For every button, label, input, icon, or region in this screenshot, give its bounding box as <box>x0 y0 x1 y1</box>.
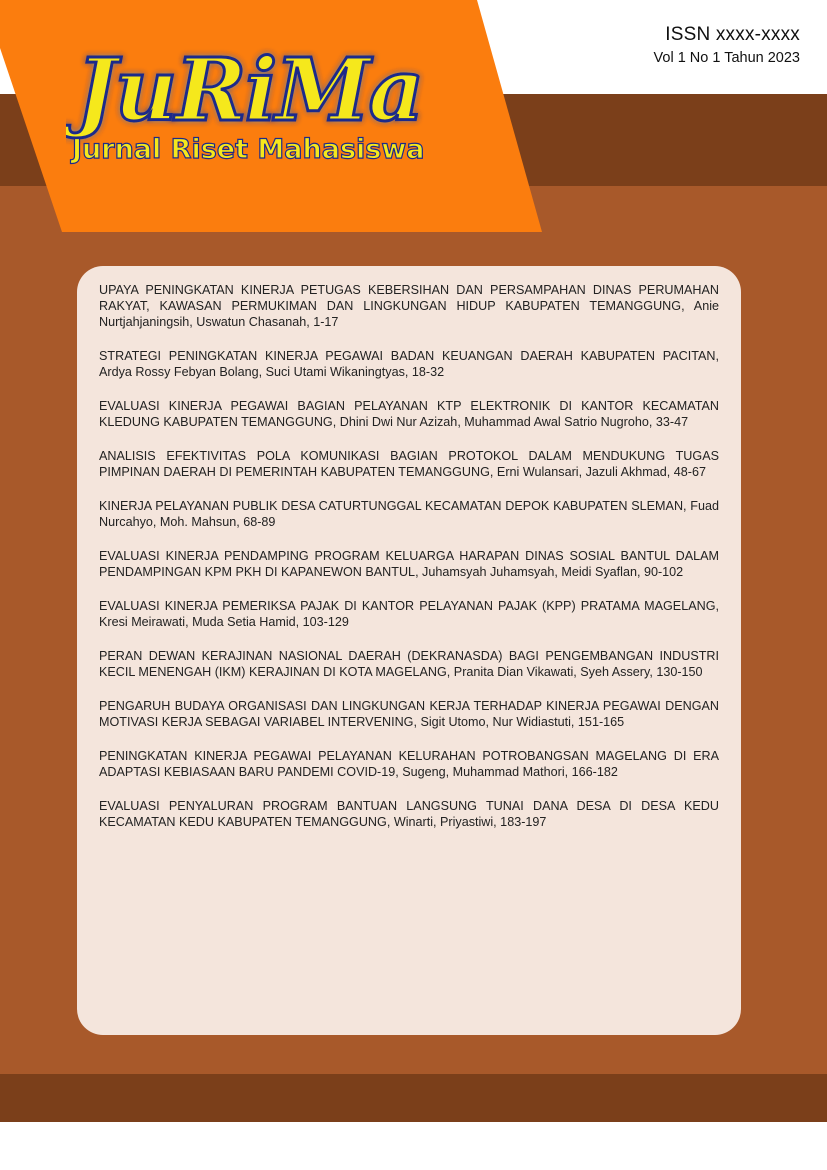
article-authors-pages: , Dhini Dwi Nur Azizah, Muhammad Awal Satrio Nugroho, 33-47 <box>332 415 689 429</box>
article-title: ANALISIS EFEKTIVITAS POLA KOMUNIKASI BAGIAN PROTOKOL DALAM MENDUKUNG TUGAS PIMPINAN DAERAH DI PEMERINTAH KABUPATEN TEMANGGUNG <box>99 449 719 479</box>
article-entry <box>99 398 719 430</box>
article-entry <box>99 282 719 330</box>
logo-wordmark: JuRiMa <box>76 40 423 141</box>
article-title: PERAN DEWAN KERAJINAN NASIONAL DAERAH (DEKRANASDA) BAGI PENGEMBANGAN INDUSTRI KECIL MENENGAH (IKM) KERAJINAN DI KOTA MAGELANG <box>99 649 719 679</box>
logo-subtitle: Jurnal Riset Mahasiswa <box>72 134 425 165</box>
article-authors-pages: , Erni Wulansari, Jazuli Akhmad, 48-67 <box>489 465 706 479</box>
article-entry <box>99 748 719 780</box>
article-entry <box>99 498 719 530</box>
article-entry <box>99 348 719 380</box>
article-title: EVALUASI PENYALURAN PROGRAM BANTUAN LANGSUNG TUNAI DANA DESA DI DESA KEDU KECAMATAN KEDU KABUPATEN TEMANGGUNG <box>99 799 719 829</box>
bottom-brown-band <box>0 1074 827 1122</box>
article-entry <box>99 548 719 580</box>
table-of-contents <box>77 266 741 1035</box>
article-entry <box>99 448 719 480</box>
article-authors-pages: , Sigit Utomo, Nur Widiastuti, 151-165 <box>413 715 625 729</box>
article-title: KINERJA PELAYANAN PUBLIK DESA CATURTUNGGAL KECAMATAN DEPOK KABUPATEN SLEMAN <box>99 499 684 513</box>
article-authors-pages: , Winarti, Priyastiwi, 183-197 <box>386 815 547 829</box>
article-title: PENINGKATAN KINERJA PEGAWAI PELAYANAN KELURAHAN POTROBANGSAN MAGELANG DI ERA ADAPTASI KEBIASAAN BARU PANDEMI COVID-19 <box>99 749 719 779</box>
issn-number: ISSN xxxx-xxxx <box>665 24 800 45</box>
article-entry <box>99 698 719 730</box>
article-authors-pages: , Kresi Meirawati, Muda Setia Hamid, 103-129 <box>99 599 719 629</box>
article-authors-pages: , Juhamsyah Juhamsyah, Meidi Syaflan, 90-102 <box>415 565 684 579</box>
jurima-logo <box>66 38 486 178</box>
article-title: EVALUASI KINERJA PEMERIKSA PAJAK DI KANTOR PELAYANAN PAJAK (KPP) PRATAMA MAGELANG <box>99 599 716 613</box>
article-authors-pages: , Anie Nurtjahjaningsih, Uswatun Chasanah, 1-17 <box>99 299 719 329</box>
article-title: EVALUASI KINERJA PEGAWAI BAGIAN PELAYANAN KTP ELEKTRONIK DI KANTOR KECAMATAN KLEDUNG KABUPATEN TEMANGGUNG <box>99 399 719 429</box>
article-entry <box>99 648 719 680</box>
article-authors-pages: , Sugeng, Muhammad Mathori, 166-182 <box>395 765 618 779</box>
article-authors-pages: , Fuad Nurcahyo, Moh. Mahsun, 68-89 <box>99 499 720 529</box>
article-entry <box>99 598 719 630</box>
article-authors-pages: , Pranita Dian Vikawati, Syeh Assery, 130-150 <box>446 665 703 679</box>
article-title: UPAYA PENINGKATAN KINERJA PETUGAS KEBERSIHAN DAN PERSAMPAHAN DINAS PERUMAHAN RAKYAT, KAWASAN PERMUKIMAN DAN LINGKUNGAN HIDUP KABUPATEN TEMANGGUNG <box>99 283 719 313</box>
article-title: PENGARUH BUDAYA ORGANISASI DAN LINGKUNGAN KERJA TERHADAP KINERJA PEGAWAI DENGAN MOTIVASI KERJA SEBAGAI VARIABEL INTERVENING <box>99 699 719 729</box>
article-authors-pages: , Ardya Rossy Febyan Bolang, Suci Utami Wikaningtyas, 18-32 <box>99 349 719 379</box>
volume-info: Vol 1 No 1 Tahun 2023 <box>653 50 800 66</box>
article-title: EVALUASI KINERJA PENDAMPING PROGRAM KELUARGA HARAPAN DINAS SOSIAL BANTUL DALAM PENDAMPINGAN KPM PKH DI KAPANEWON BANTUL <box>99 549 719 579</box>
article-title: STRATEGI PENINGKATAN KINERJA PEGAWAI BADAN KEUANGAN DAERAH KABUPATEN PACITAN <box>99 349 716 363</box>
issn-block <box>654 24 800 66</box>
article-entry <box>99 798 719 830</box>
